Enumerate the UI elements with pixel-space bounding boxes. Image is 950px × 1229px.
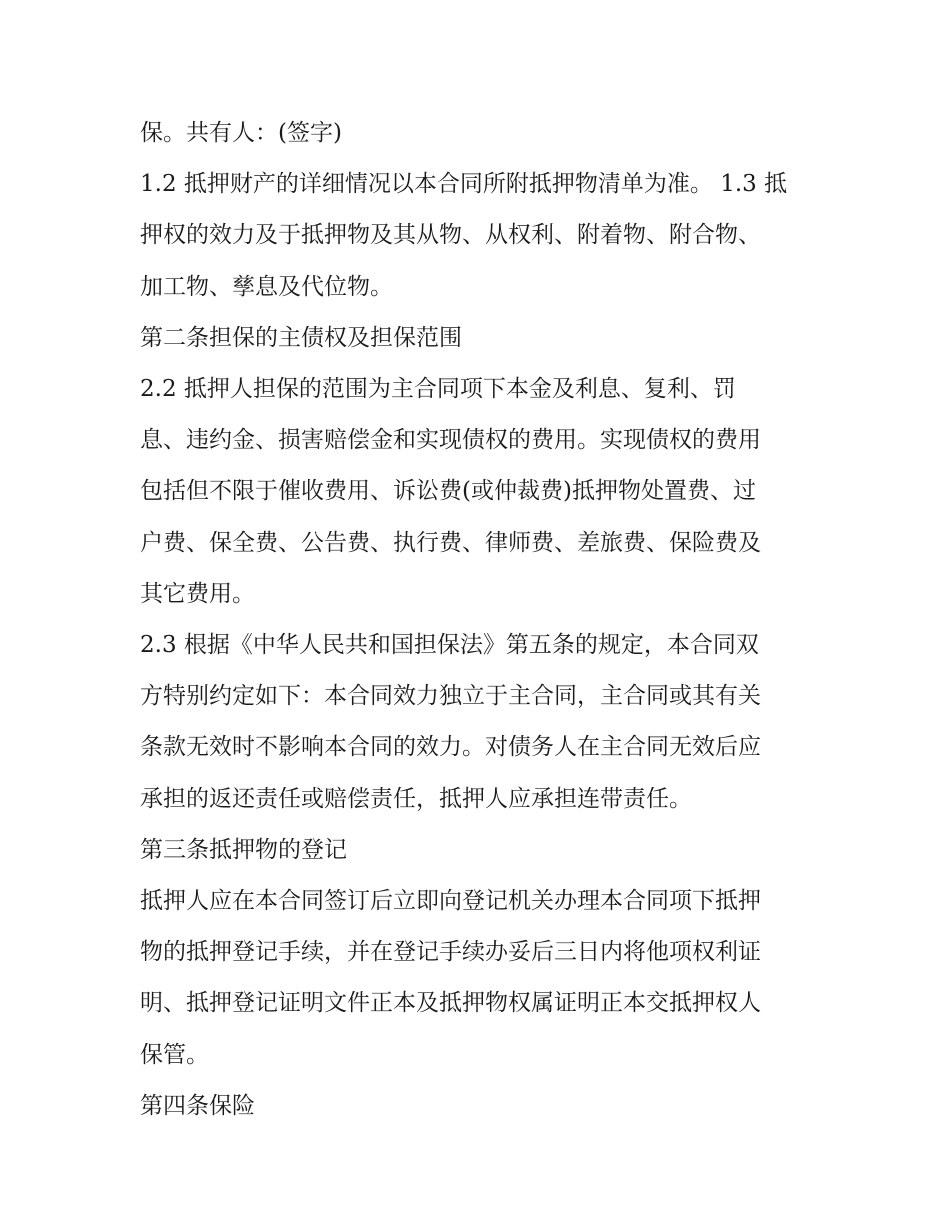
section-heading: 第二条担保的主债权及担保范围 bbox=[140, 324, 462, 351]
text-line: 明、抵押登记证明文件正本及抵押物权属证明正本交抵押权人 bbox=[140, 990, 761, 1017]
text-line: 押权的效力及于抵押物及其从物、从权利、附着物、附合物、 bbox=[140, 222, 761, 249]
text-line: 条款无效时不影响本合同的效力。对债务人在主合同无效后应 bbox=[140, 734, 761, 761]
text-line: 2.3 根据《中华人民共和国担保法》第五条的规定，本合同双 bbox=[140, 632, 759, 659]
text-line: 抵押人应在本合同签订后立即向登记机关办理本合同项下抵押 bbox=[140, 888, 761, 915]
text-line: 保管。 bbox=[140, 1041, 209, 1068]
section-heading: 第三条抵押物的登记 bbox=[140, 836, 347, 863]
text-line: 保。共有人：(签字) bbox=[140, 120, 342, 146]
text-line: 承担的返还责任或赔偿责任，抵押人应承担连带责任。 bbox=[140, 785, 692, 812]
text-line: 加工物、孳息及代位物。 bbox=[140, 273, 393, 300]
text-line: 其它费用。 bbox=[140, 580, 255, 607]
text-line: 1.2 抵押财产的详细情况以本合同所附抵押物清单为准。 1.3 抵 bbox=[140, 171, 788, 198]
text-line: 户费、保全费、公告费、执行费、律师费、差旅费、保险费及 bbox=[140, 529, 761, 556]
text-line: 物的抵押登记手续，并在登记手续办妥后三日内将他项权利证 bbox=[140, 939, 761, 966]
text-line: 2.2 抵押人担保的范围为主合同项下本金及利息、复利、罚 bbox=[140, 376, 736, 403]
text-line: 包括但不限于催收费用、诉讼费(或仲裁费)抵押物处置费、过 bbox=[140, 478, 756, 505]
text-line: 息、违约金、损害赔偿金和实现债权的费用。实现债权的费用 bbox=[140, 427, 761, 454]
text-line: 方特别约定如下：本合同效力独立于主合同，主合同或其有关 bbox=[140, 683, 761, 710]
document-body bbox=[140, 108, 812, 1132]
section-heading: 第四条保险 bbox=[140, 1092, 255, 1119]
